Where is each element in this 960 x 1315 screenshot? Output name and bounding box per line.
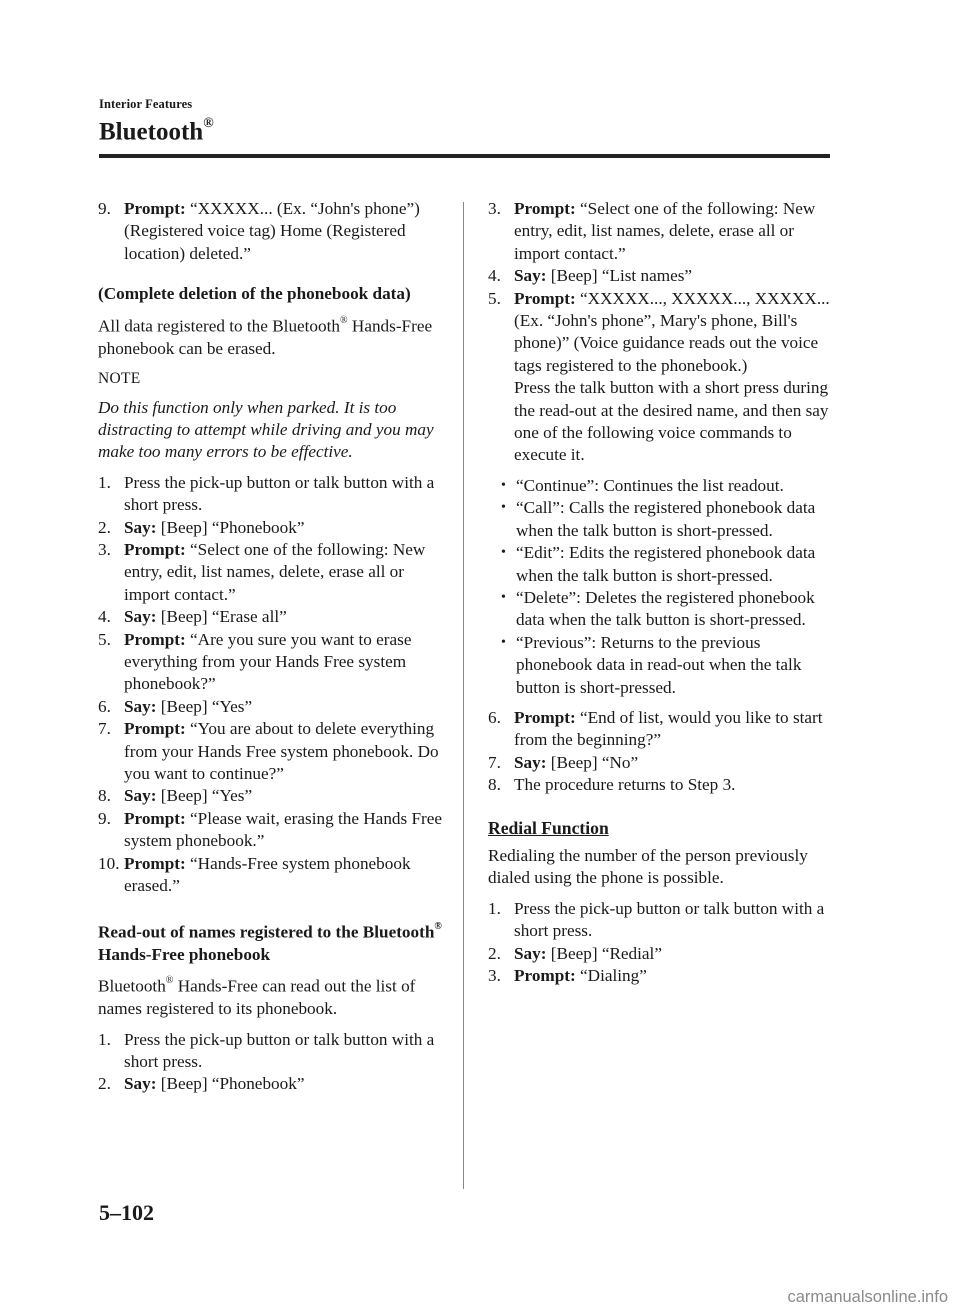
voice-command-bullets <box>488 475 833 699</box>
bullet-dot-icon: • <box>501 634 506 650</box>
bullet-item: • “Delete”: Deletes the registered phonebook data when the talk button is short-pressed. <box>501 587 815 630</box>
redial-intro: Redialing the number of the person previously dialed using the phone is possible. <box>488 845 808 888</box>
steps-list-redial <box>488 898 833 988</box>
bullet-item: • “Continue”: Continues the list readout. <box>488 475 833 497</box>
step-continuation: Press the talk button with a short press during the read-out at the desired name, and then say one of the following voice commands to execute it. <box>514 378 829 465</box>
step-item: 2. Say: [Beep] “Phonebook” <box>98 517 305 537</box>
section-label: Interior Features <box>99 97 193 111</box>
step-item: 7. Say: [Beep] “No” <box>488 752 639 772</box>
bullet-item: • “Previous”: Returns to the previous phonebook data in read-out when the talk button is short-pressed. <box>501 632 802 697</box>
step-item: 10. Prompt: “Hands-Free system phonebook erased.” <box>98 853 411 896</box>
step-item: 5. Prompt: “XXXXX..., XXXXX..., XXXXX... (Ex. “John's phone”, Mary's phone, Bill's phone)” (Voice guidance reads out the voice tags registered to the phonebook.) <box>488 288 830 375</box>
step-item: 3. Prompt: “Select one of the following: New entry, edit, list names, delete, erase all or import contact.” <box>98 540 426 604</box>
step-item: 3. Prompt: “Select one of the following: New entry, edit, list names, delete, erase all or import contact.” <box>488 199 816 263</box>
steps-list-erase <box>98 472 443 898</box>
step-item: 4. Say: [Beep] “List names” <box>488 266 693 286</box>
bullet-dot-icon: • <box>501 589 506 605</box>
step-item: 3. Prompt: “Dialing” <box>488 966 647 985</box>
step-item: 7. Prompt: “You are about to delete everything from your Hands Free system phonebook. Do you want to continue?” <box>98 719 439 784</box>
steps-list-readout <box>98 1029 443 1096</box>
step-item: 9. Prompt: “XXXXX... (Ex. “John's phone”) (Registered voice tag) Home (Registered location) deleted.” <box>98 199 420 263</box>
right-column <box>488 198 833 987</box>
note-text: Do this function only when parked. It is too distracting to attempt while driving and you may make too many errors to be effective. <box>98 397 434 462</box>
section-title-redial: Redial Function <box>488 817 609 838</box>
step-item: 4. Say: [Beep] “Erase all” <box>98 607 287 627</box>
bullet-dot-icon: • <box>501 477 506 493</box>
page-number: 5–102 <box>99 1200 154 1225</box>
bullet-dot-icon: • <box>501 545 506 561</box>
left-column <box>98 198 443 1096</box>
step-item: 6. Say: [Beep] “Yes” <box>98 696 253 716</box>
step-item: 1. Press the pick-up button or talk button with a short press. <box>98 472 435 515</box>
steps-list-readout-cont <box>488 198 833 377</box>
steps-list-end <box>488 707 833 797</box>
step-item: 1. Press the pick-up button or talk button with a short press. <box>98 1029 435 1072</box>
bullet-item: • “Call”: Calls the registered phonebook data when the talk button is short-pressed. <box>501 498 816 540</box>
header-rule <box>99 154 830 158</box>
step-item: 9. Prompt: “Please wait, erasing the Hands Free system phonebook.” <box>98 808 443 851</box>
step-item: 8. The procedure returns to Step 3. <box>488 775 736 795</box>
bullet-dot-icon: • <box>501 500 506 516</box>
step-item: 5. Prompt: “Are you sure you want to erase everything from your Hands Free system phonebook?” <box>98 629 412 694</box>
intro-paragraph: All data registered to the Bluetooth® Hands-Free phonebook can be erased. <box>98 314 433 358</box>
step-item: 2. Say: [Beep] “Phonebook” <box>98 1074 305 1094</box>
intro-paragraph: Bluetooth® Hands-Free can read out the list of names registered to its phonebook. <box>98 975 416 1019</box>
subhead-readout: Read-out of names registered to the Bluetooth® Hands-Free phonebook <box>98 920 442 964</box>
subhead-complete-deletion: (Complete deletion of the phonebook data) <box>98 284 411 304</box>
step-item: 2. Say: [Beep] “Redial” <box>488 943 662 963</box>
note-label: NOTE <box>98 370 141 388</box>
bullet-item: • “Edit”: Edits the registered phonebook data when the talk button is short-pressed. <box>501 543 816 585</box>
page-title: Bluetooth® <box>99 116 214 146</box>
step-item: 1. Press the pick-up button or talk button with a short press. <box>488 898 825 941</box>
step-item: 6. Prompt: “End of list, would you like to start from the beginning?” <box>488 707 823 750</box>
column-divider <box>463 202 464 1189</box>
watermark: carmanualsonline.info <box>787 1288 948 1306</box>
step-item: 8. Say: [Beep] “Yes” <box>98 786 253 806</box>
